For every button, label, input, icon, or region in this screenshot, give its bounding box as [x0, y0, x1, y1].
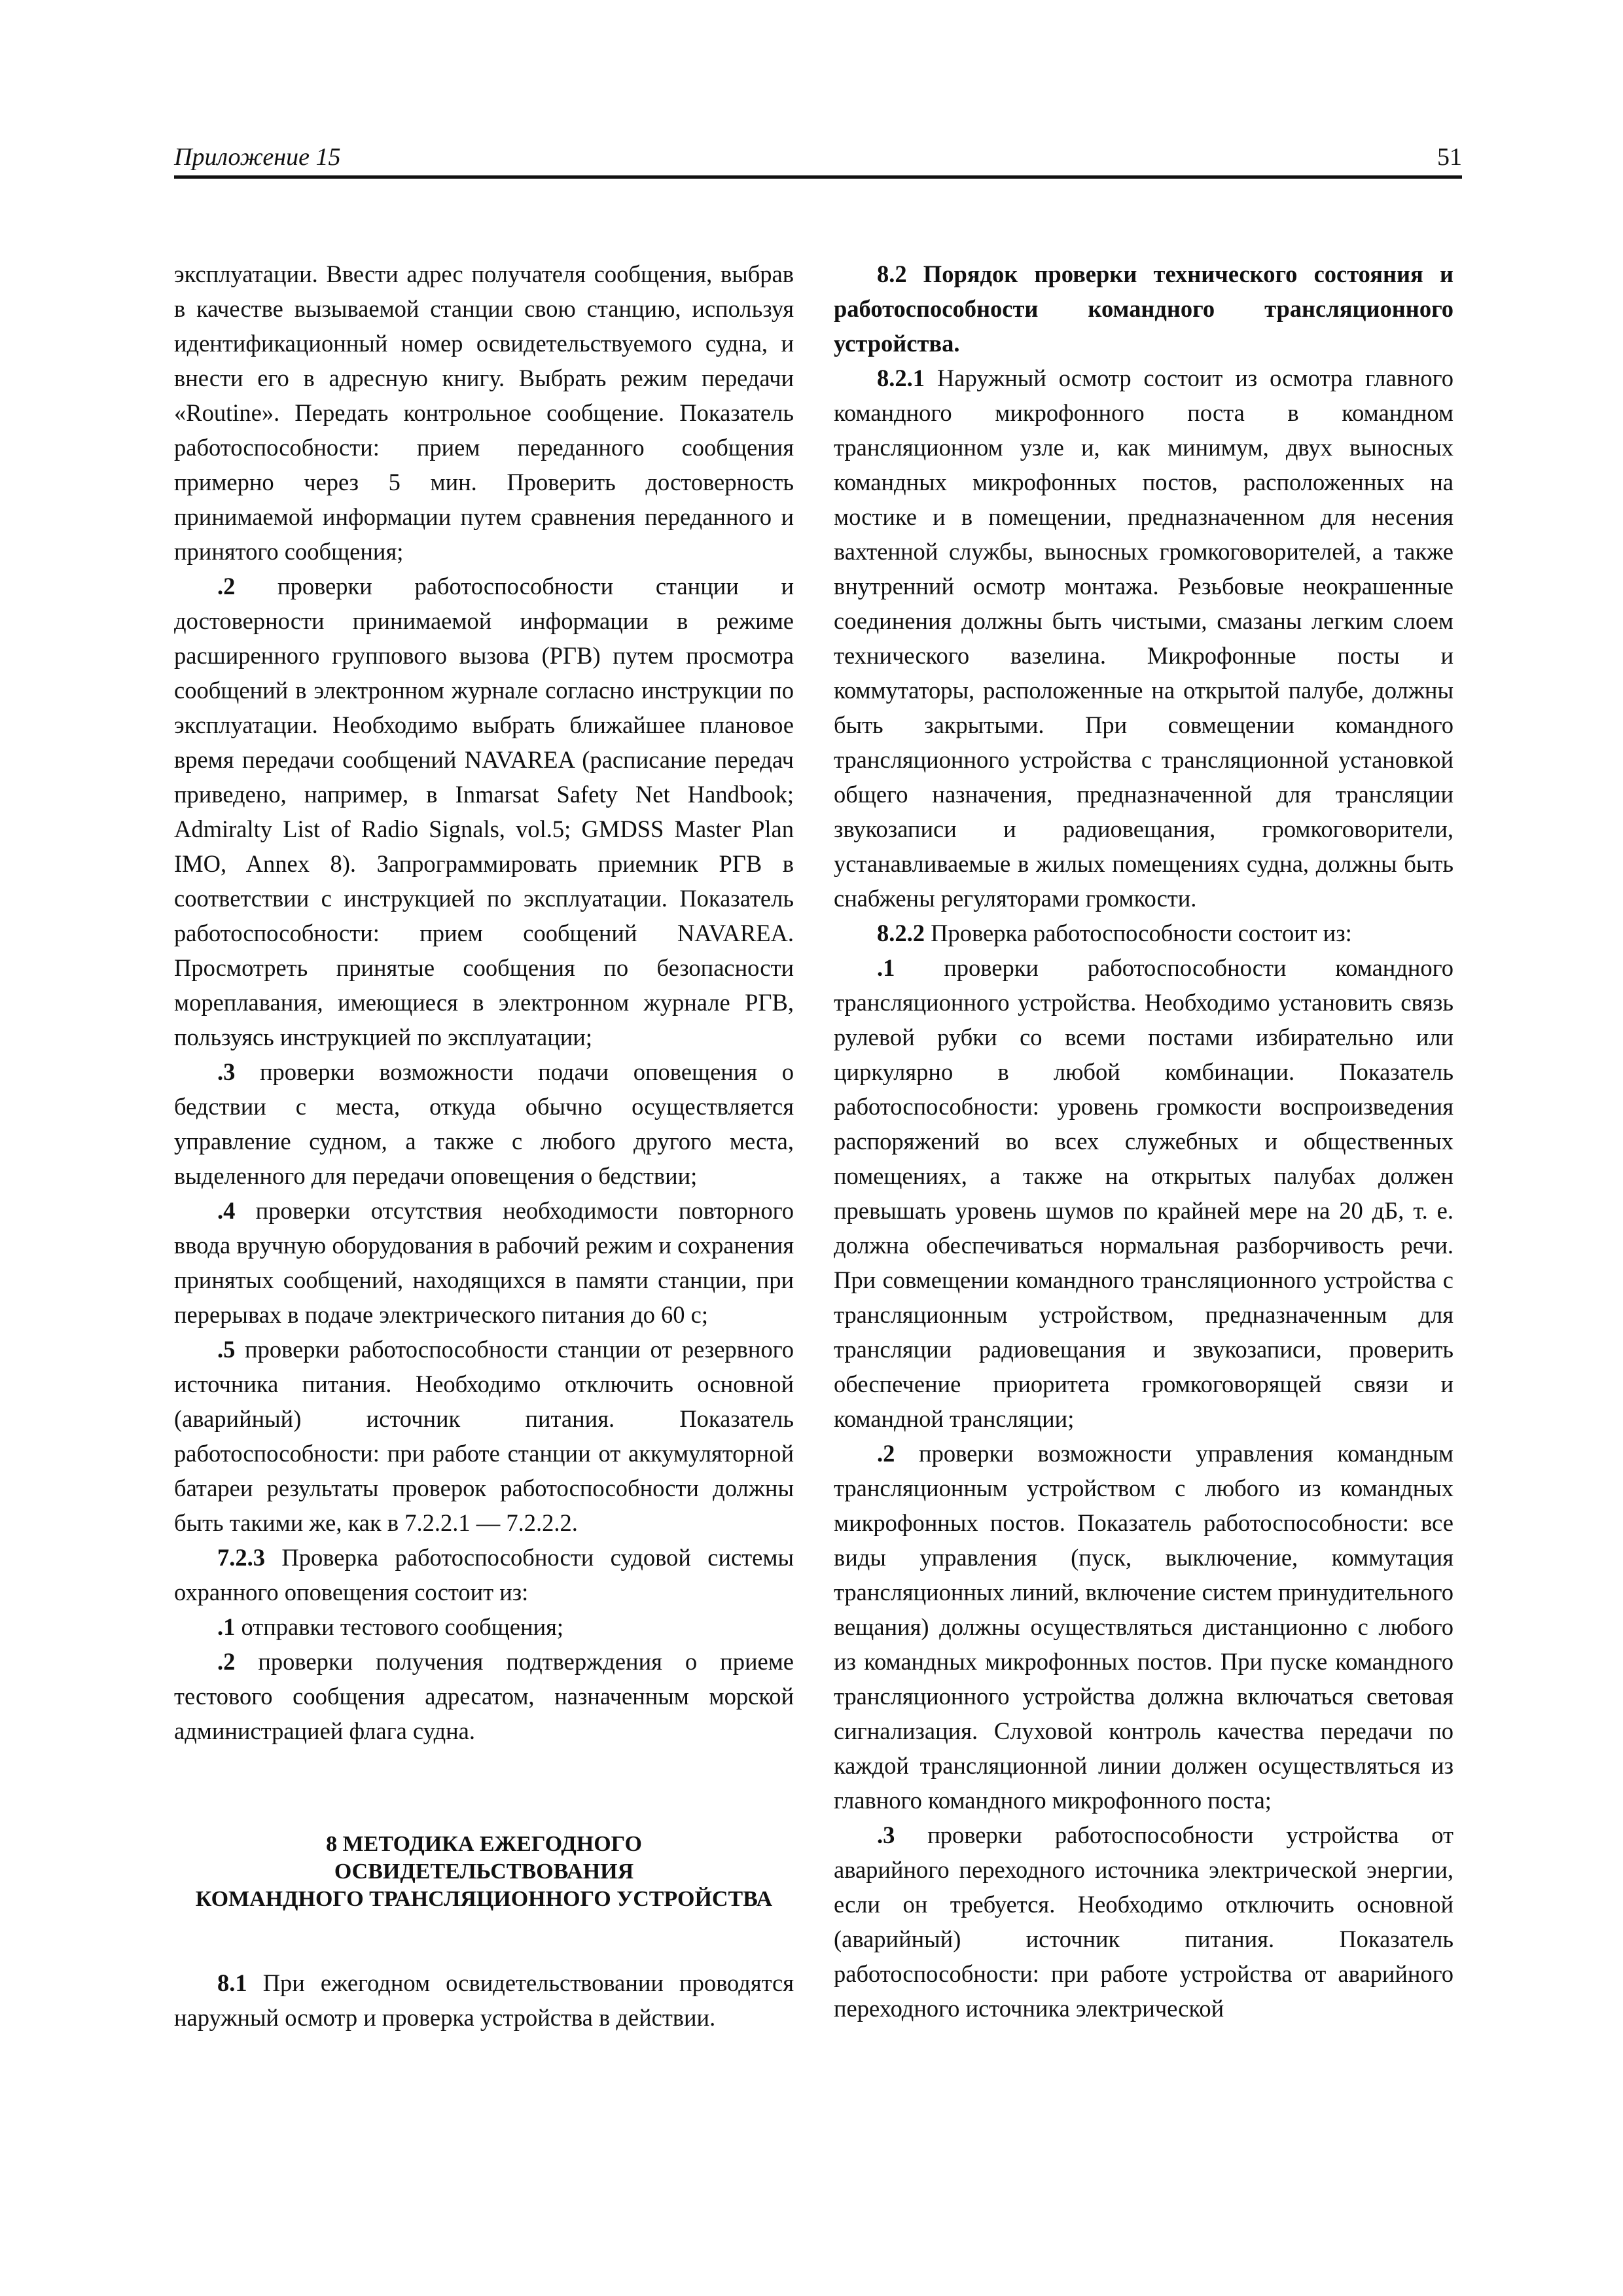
item-text: проверки работоспособности устройства от аварийного переходного источника электрической энергии, если он требуется. Необходимо отключить основной (аварийный) источник питания. Показатель работоспособности: при работе устройства от аварийного переходного источника электрической — [834, 1821, 1454, 2022]
section-title-line1: 8 МЕТОДИКА ЕЖЕГОДНОГО ОСВИДЕТЕЛЬСТВОВАНИЯ — [326, 1832, 642, 1884]
item-number: .1 — [217, 1613, 236, 1640]
list-item — [174, 569, 794, 1054]
paragraph — [174, 1540, 794, 1609]
clause-text: При ежегодном освидетельствовании проводятся наружный осмотр и проверка устройства в действии. — [174, 1969, 794, 2031]
item-text: проверки отсутствия необходимости повторного ввода вручную оборудования в рабочий режим и сохранения принятых сообщений, находящихся в памяти станции, при перерывах в подаче электрического питания до 60 с; — [174, 1197, 794, 1328]
section-title — [174, 1831, 794, 1913]
paragraph — [834, 916, 1454, 950]
header-title: Приложение 15 — [174, 143, 341, 171]
right-column — [834, 257, 1454, 2026]
item-number: .3 — [217, 1058, 236, 1085]
item-text: проверки получения подтверждения о приеме тестового сообщения адресатом, назначенным морской администрацией флага судна. — [174, 1648, 794, 1744]
list-item — [174, 1644, 794, 1748]
item-number: .4 — [217, 1197, 236, 1224]
paragraph — [174, 1965, 794, 2035]
item-text: проверки работоспособности станции и достоверности принимаемой информации в режиме расширенного группового вызова (РГВ) путем просмотра сообщений в электронном журнале согласно инструкции по эксплуатации. Необходимо выбрать ближайшее плановое время передачи сообщений NAVAREA (расписание передач приведено, например, в Inmarsat Safety Net Handbook; Admiralty List of Radio Signals, vol.5; GMDSS Master Plan IMO, Annex 8). Запрограммировать приемник РГВ в соответствии с инструкцией по эксплуатации. Показатель работоспособности: прием сообщений NAVAREA. Просмотреть принятые сообщения по безопасности мореплавания, имеющиеся в электронном журнале РГВ, пользуясь инструкцией по эксплуатации; — [174, 573, 794, 1050]
item-text: проверки работоспособности станции от резервного источника питания. Необходимо отключить основной (аварийный) источник питания. Показатель работоспособности: при работе станции от аккумуляторной батареи результаты проверок работоспособности должны быть такими же, как в 7.2.2.1 — 7.2.2.2. — [174, 1336, 794, 1536]
clause-text: Проверка работоспособности судовой системы охранного оповещения состоит из: — [174, 1544, 794, 1605]
item-number: .2 — [217, 573, 236, 600]
list-item — [834, 950, 1454, 1436]
item-text: проверки возможности подачи оповещения о бедствии с места, откуда обычно осуществляется управление судном, а также с любого другого места, выделенного для передачи оповещения о бедствии; — [174, 1058, 794, 1189]
clause-number: 8.1 — [217, 1969, 247, 1996]
header-divider — [174, 175, 1462, 179]
clause-number: 8.2.2 — [877, 920, 925, 946]
subsection-heading: 8.2 Порядок проверки технического состояния и работоспособности командного трансляционного устройства. — [834, 260, 1454, 357]
list-item — [174, 1054, 794, 1193]
list-item — [174, 1332, 794, 1540]
item-text: проверки работоспособности командного трансляционного устройства. Необходимо установить связь рулевой рубки со всеми постами избирательно или циркулярно в любой комбинации. Показатель работоспособности: уровень громкости воспроизведения распоряжений во всех служебных и общественных помещениях, а также на открытых палубах должен превышать уровень шумов по крайней мере на 20 дБ, т. е. должна обеспечиваться нормальная разборчивость речи. При совмещении командного трансляционного устройства с трансляционным устройством, предназначенным для трансляции радиовещания и звукозаписи, проверить обеспечение приоритета громкоговорящей связи и командной трансляции; — [834, 954, 1454, 1432]
section-title-line2: КОМАНДНОГО ТРАНСЛЯЦИОННОГО УСТРОЙСТВА — [195, 1887, 773, 1911]
paragraph — [834, 361, 1454, 916]
paragraph: эксплуатации. Ввести адрес получателя сообщения, выбрав в качестве вызываемой станции свою станцию, используя идентификационный номер освидетельствуемого судна, и внести его в адресную книгу. Выбрать режим передачи «Routine». Передать контрольное сообщение. Показатель работоспособности: прием переданного сообщения примерно через 5 мин. Проверить достоверность принимаемой информации путем сравнения переданного и принятого сообщения; — [174, 260, 794, 565]
item-number: .2 — [877, 1440, 895, 1467]
left-column — [174, 257, 794, 2035]
item-number: .5 — [217, 1336, 236, 1363]
list-item — [834, 1436, 1454, 1818]
clause-number: 7.2.3 — [217, 1544, 265, 1571]
item-text: проверки возможности управления командным трансляционным устройством с любого из командных микрофонных постов. Показатель работоспособности: все виды управления (пуск, выключение, коммутация трансляционных линий, включение систем принудительного вещания) должны осуществляться дистанционно с любого из командных микрофонных постов. При пуске командного трансляционного устройства должна включаться световая сигнализация. Слуховой контроль качества передачи по каждой трансляционной линии должен осуществляться из главного командного микрофонного поста; — [834, 1440, 1454, 1814]
list-item — [174, 1609, 794, 1644]
clause-text: Наружный осмотр состоит из осмотра главного командного микрофонного поста в командном трансляционном узле и, как минимум, двух выносных командных микрофонных постов, расположенных на мостике и в помещении, предназначенном для несения вахтенной службы, выносных громкоговорителей, а также внутренний осмотр монтажа. Резьбовые неокрашенные соединения должны быть чистыми, смазаны легким слоем технического вазелина. Микрофонные посты и коммутаторы, расположенные на открытой палубе, должны быть закрытыми. При совмещении командного трансляционного устройства с трансляционной установкой общего назначения, предназначенной для трансляции звукозаписи и радиовещания, громкоговорители, устанавливаемые в жилых помещениях судна, должны быть снабжены регуляторами громкости. — [834, 365, 1454, 912]
page-header — [174, 143, 1462, 179]
list-item — [834, 1818, 1454, 2026]
list-item — [174, 1193, 794, 1332]
item-number: .2 — [217, 1648, 236, 1675]
page-number: 51 — [1437, 143, 1462, 171]
clause-number: 8.2.1 — [877, 365, 925, 391]
item-text: отправки тестового сообщения; — [235, 1613, 564, 1640]
clause-text: Проверка работоспособности состоит из: — [925, 920, 1352, 946]
item-number: .3 — [877, 1821, 895, 1848]
item-number: .1 — [877, 954, 895, 981]
